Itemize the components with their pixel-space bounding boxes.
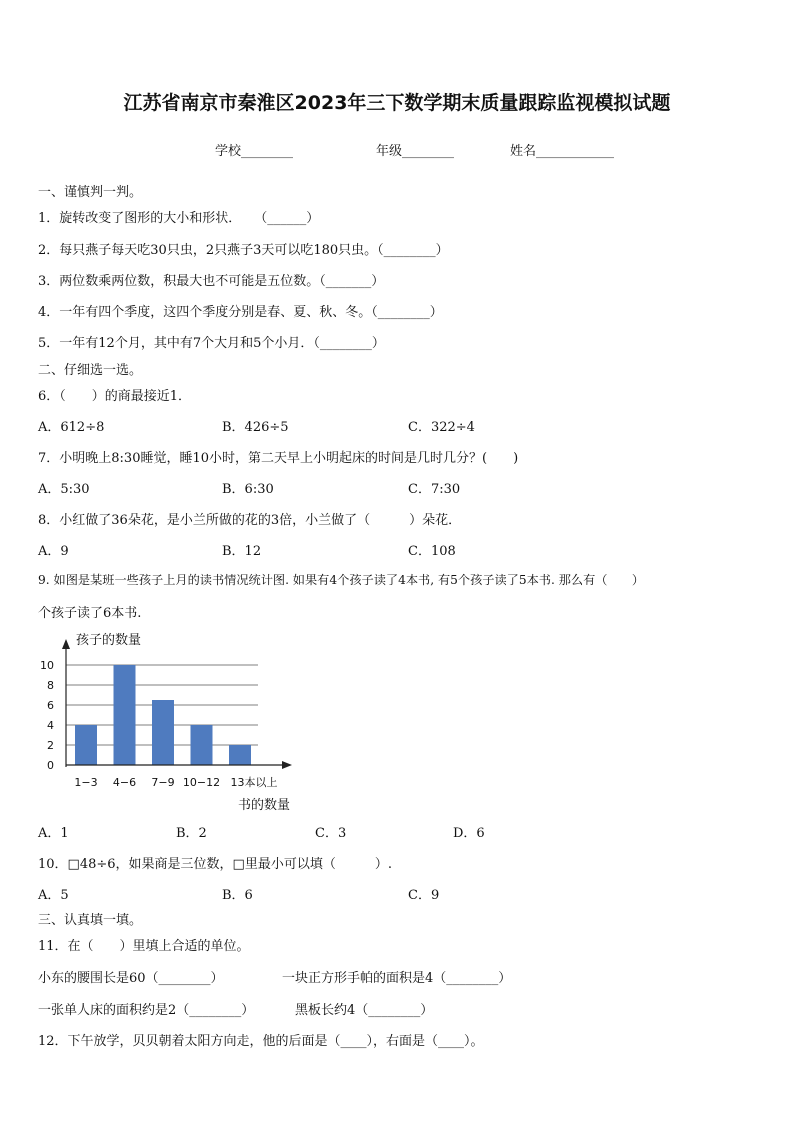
bar	[114, 665, 136, 765]
q7-option-a: A．5:30	[38, 482, 90, 497]
question-6: 6．（ ）的商最接近1．	[38, 389, 192, 404]
reading-bar-chart	[30, 625, 310, 815]
question-3: 3．两位数乘两位数，积最大也不可能是五位数。（_______）	[38, 274, 385, 289]
question-12: 12．下午放学，贝贝朝着太阳方向走，他的后面是（____），右面是（____）。	[38, 1034, 484, 1049]
bar	[229, 745, 251, 765]
x-tick-label: 1−3	[74, 776, 98, 789]
q9-option-a: A．1	[38, 826, 69, 841]
y-tick-label: 6	[47, 699, 54, 712]
q7-option-c: C．7:30	[408, 482, 461, 497]
x-axis-label: 书的数量	[238, 798, 291, 813]
q10-option-c: C．9	[408, 888, 440, 903]
q10-option-a: A．5	[38, 888, 69, 903]
question-9-line-2: 个孩子读了6本书.	[38, 606, 142, 621]
q7-option-b: B．6:30	[222, 482, 274, 497]
section-1-heading: 一、谨慎判一判。	[38, 185, 143, 200]
bar	[75, 725, 97, 765]
q8-option-a: A．9	[38, 544, 69, 559]
section-3-heading: 三、认真填一填。	[38, 913, 143, 928]
q10-option-b: B．6	[222, 888, 253, 903]
q6-option-a: A．612÷8	[38, 420, 105, 435]
question-8: 8．小红做了36朵花，是小兰所做的花的3倍，小兰做了（ ）朵花．	[38, 513, 462, 528]
y-axis-label: 孩子的数量	[76, 633, 142, 648]
section-2-heading: 二、仔细选一选。	[38, 363, 143, 378]
y-tick-label: 10	[40, 659, 54, 672]
x-tick-label: 7−9	[151, 776, 175, 789]
school-field: 学校________	[215, 144, 294, 159]
q6-option-b: B．426÷5	[222, 420, 289, 435]
bar	[152, 700, 174, 765]
y-axis-arrow	[62, 639, 70, 649]
page-title: 江苏省南京市秦淮区2023年三下数学期末质量跟踪监视模拟试题	[123, 92, 671, 114]
x-axis-arrow	[282, 761, 292, 769]
q9-option-b: B．2	[176, 826, 207, 841]
q11-blank-3: 一张单人床的面积约是2（________）	[38, 1003, 255, 1018]
y-tick-label: 2	[47, 739, 54, 752]
grade-field: 年级________	[376, 144, 455, 159]
q9-option-c: C．3	[315, 826, 347, 841]
question-7: 7．小明晚上8:30睡觉，睡10小时，第二天早上小明起床的时间是几时几分？( )	[38, 451, 519, 466]
question-11: 11．在（ ）里填上合适的单位。	[38, 939, 250, 954]
question-9-line-1: 9. 如图是某班一些孩子上月的读书情况统计图. 如果有4个孩子读了4本书, 有5个孩子读了5本书. 那么有（ ）	[38, 573, 645, 587]
q6-option-c: C．322÷4	[408, 420, 475, 435]
name-field: 姓名____________	[510, 144, 615, 159]
question-5: 5．一年有12个月，其中有7个大月和5个小月．（________）	[38, 336, 385, 351]
question-4: 4．一年有四个季度，这四个季度分别是春、夏、秋、冬。（________）	[38, 305, 443, 320]
y-tick-label: 0	[47, 759, 54, 772]
x-tick-label: 10−12	[182, 776, 221, 789]
y-tick-label: 8	[47, 679, 54, 692]
x-tick-label: 13本以上	[230, 776, 278, 789]
q8-option-b: B．12	[222, 544, 262, 559]
bar	[191, 725, 213, 765]
y-tick-label: 4	[47, 719, 54, 732]
question-1: 1．旋转改变了图形的大小和形状． （______）	[38, 211, 320, 226]
q8-option-c: C．108	[408, 544, 456, 559]
chart-svg	[30, 625, 310, 815]
q11-blank-4: 黑板长约4（________）	[295, 1003, 434, 1018]
q11-blank-2: 一块正方形手帕的面积是4（________）	[282, 971, 512, 986]
question-10: 10．□48÷6，如果商是三位数，□里最小可以填（ ）.	[38, 857, 392, 872]
q9-option-d: D．6	[453, 826, 485, 841]
q11-blank-1: 小东的腰围长是60（________）	[38, 971, 224, 986]
x-tick-label: 4−6	[112, 776, 137, 789]
question-2: 2．每只燕子每天吃30只虫，2只燕子3天可以吃180只虫。（________）	[38, 243, 449, 258]
